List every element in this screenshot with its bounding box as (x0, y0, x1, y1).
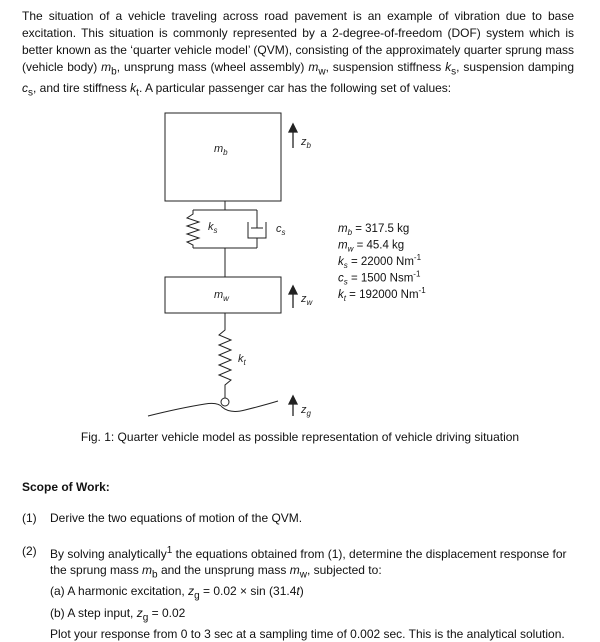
symbol-kt: k (130, 81, 137, 96)
tire-spring (219, 313, 231, 398)
symbol-mb-sub: b (111, 66, 117, 78)
intro-text-3: , suspension stiffness (325, 60, 446, 74)
parameter-value: $k_s = 22000$ $Nm^{-1}$ (338, 253, 422, 270)
symbol-mw-sub: w (318, 66, 326, 78)
label-mb: $m_b$ (214, 143, 228, 157)
task-2-description: By solving analytically$^1$ the equations obtained from (1), determine the displacement response for the sprung mass $m_b$ and the unsprung mass $m_w$, subjected to: (50, 545, 567, 581)
symbol-ks-sub: s (451, 66, 457, 78)
figure-caption: Fig. 1: Quarter vehicle model as possible representation of vehicle driving situation (80, 430, 520, 444)
label-zb: $z_b$ (301, 136, 311, 150)
footnote-marker: 1 (166, 545, 173, 556)
contact-circle (221, 398, 229, 406)
zw-arrow-head (289, 286, 297, 294)
suspension-spring (187, 210, 199, 248)
intro-text-2: , unsprung mass (wheel assembly) (116, 60, 309, 74)
parameter-values (338, 223, 426, 303)
parameter-value: $c_s = 1500$ Nsm$^{-1}$ (338, 269, 421, 287)
sprung-mass-block (165, 113, 281, 201)
task-2-body (50, 543, 574, 642)
intro-text-6: . A particular passenger car has the following set of values: (138, 81, 452, 96)
task-2-line-b: (b) A step input, $z_g = 0.02$ (50, 605, 186, 624)
symbol-kt-sub: t (136, 87, 139, 99)
symbol-cs-sub: s (28, 87, 33, 99)
label-cs: $c_s$ (276, 223, 286, 237)
label-kt: $k_t$ (238, 353, 246, 367)
symbol-cs: c (22, 81, 28, 96)
label-mw: $m_w$ (214, 289, 229, 303)
task-2-line-a: (a) A harmonic excitation, $z_g = 0.02 \times \sin (31.4t)$ (50, 584, 304, 602)
parameter-value: $k_t = 192000$ $Nm^{-1}$ (338, 286, 426, 303)
scope-heading: Scope of Work: (22, 480, 110, 494)
label-ks: $k_s$ (208, 221, 218, 235)
zg-arrow-head (289, 396, 297, 404)
task-2 (22, 543, 574, 642)
parameter-value: $m_b = 317.5$ kg (338, 223, 410, 237)
task-2-number: (2) (22, 544, 37, 558)
intro-text-4: , suspension damping (456, 60, 574, 74)
zb-arrow-head (289, 124, 297, 132)
symbol-ks: k (445, 60, 452, 74)
intro-text-1: The situation of a vehicle traveling across road pavement is an example of vibration due to base excitation. This situation is commonly represented by a 2-degree-of-freedom (DOF) system which is better known as the ‘quarter vehicle model’ (QVM), consisting of the approximately quarter sprung mass (vehicle body) (22, 9, 574, 74)
task-1-text: Derive the two equations of motion of the QVM. (50, 511, 303, 525)
task-1-number: (1) (22, 511, 37, 525)
task-2-plot-line: Plot your response from 0 to 3 sec at a sampling time of 0.002 sec. This is the analytical solution. (50, 627, 565, 642)
intro-text-5: , and tire stiffness (33, 81, 131, 96)
task-1 (22, 510, 574, 526)
road-profile (148, 401, 278, 416)
symbol-mw: m (308, 60, 319, 74)
label-zg: $z_g$ (301, 404, 311, 418)
label-zw: $z_w$ (301, 293, 313, 307)
parameter-value: $m_w = 45.4$ kg (338, 239, 405, 254)
symbol-mb: m (101, 60, 112, 74)
